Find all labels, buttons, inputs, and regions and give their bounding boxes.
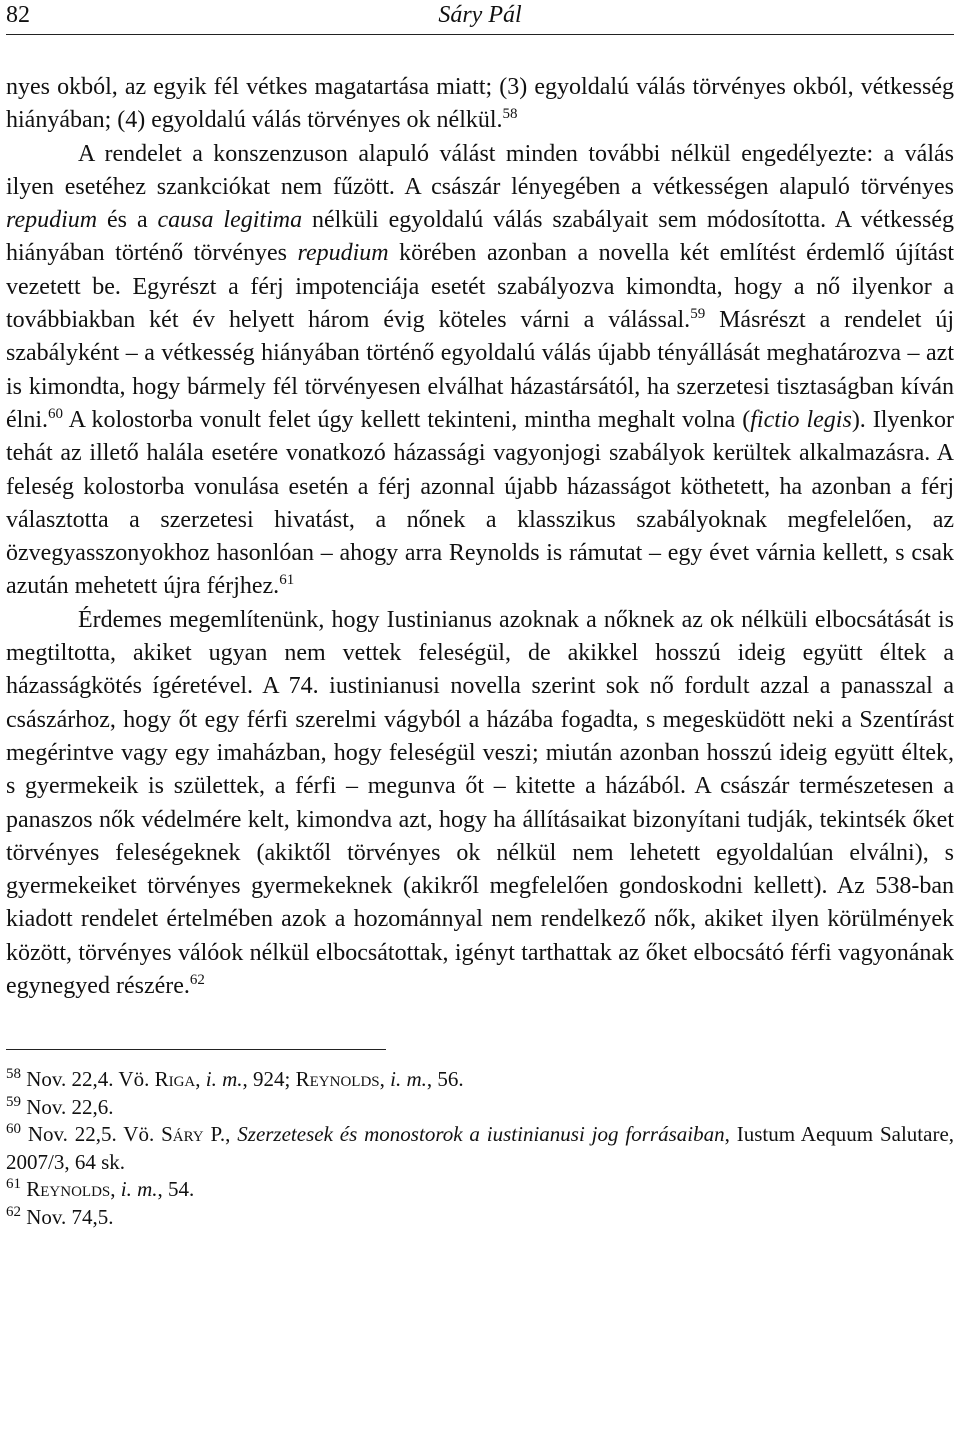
paragraph-3	[6, 604, 954, 1004]
author-name: Reynolds	[26, 1177, 111, 1202]
paragraph-2	[6, 138, 954, 604]
footnote-62	[6, 1204, 954, 1232]
page-number: 82	[6, 2, 30, 28]
footnote-number: 62	[6, 1203, 21, 1220]
main-text	[6, 71, 954, 1003]
text-run: nyes okból, az egyik fél vétkes magatartása miatt; (3) egyoldalú válás törvényes okból, vétkesség hiányában; (4) egyoldalú válás törvényes ok nélkül.	[6, 74, 954, 134]
italic-term: fictio legis	[750, 406, 852, 433]
author-name: Reynolds	[295, 1067, 380, 1092]
footnote-separator	[6, 1049, 386, 1050]
text-run: A kolostorba vonult felet úgy kellett tekinteni, mintha meghalt volna (	[63, 406, 751, 433]
text-run: Érdemes megemlítenünk, hogy Iustinianus azoknak a nőknek az ok nélküli elbocsátását is megtiltotta, akiket ugyan nem vettek feleségül, de akikkel hosszú ideig együtt éltek a házasságkötés ígéretével. A 74. iustinianusi novella szerint sok nő fordult azzal a panasszal a császárhoz, hogy őt egy férfi szerelmi vágyból a házába fogadta, s megesküdött neki a Szentírást megérintve vagy egy imaházban, hogy feleségül veszi; miután azonban hosszú ideig együtt éltek, s gyermekeik is születtek, a férfi – megunva őt – kitette a házából. A császár természetesen a panaszos nők védelmére kelt, kimondva azt, hogy ha állításaikat bizonyítani tudják, tekintsék őket törvényes feleségeknek (akiktől törvényes ok nélkül nem lehetett egyoldalúan elválni), s gyermekeiket törvényes gyermekeknek (akikről megfelelően gondoskodni kellett). Az 538-ban kiadott rendelet értelmében azok a hozománnyal nem rendelkező nők, akiket ilyen körülmények között, törvényes válóok nélkül elbocsátottak, igényt tarthattak az őket elbocsátó férfi vagyonának egynegyed részére.	[6, 606, 954, 1000]
footnote-text: ,	[195, 1067, 206, 1092]
footnote-text: Nov. 74,5.	[21, 1204, 114, 1229]
text-run: körében azonban a novella két említést érdemlő újítást vezetett be. Egyrészt a férj impotenciája esetét szabályozva kimondta, hogy a nő ilyenkor a továbbiakban két év helyett három évig köteles várni a válással.	[6, 240, 954, 334]
paragraph-1	[6, 71, 954, 138]
text-run: és a	[97, 207, 158, 234]
footnote-ref-58[interactable]: 58	[502, 106, 518, 123]
footnote-text: , 54.	[157, 1177, 195, 1202]
footnote-text: Nov. 22,5. Vö.	[21, 1122, 162, 1147]
footnote-ref-60[interactable]: 60	[48, 405, 63, 422]
footnote-text: Nov. 22,4. Vö.	[21, 1067, 155, 1092]
footnote-60	[6, 1121, 954, 1176]
footnote-number: 58	[6, 1066, 21, 1083]
footnote-text: , Iustum Aequum Salutare, 2007/3, 64 sk.	[6, 1122, 955, 1174]
footnote-text: , 56.	[426, 1067, 464, 1092]
italic-term: repudium	[297, 240, 389, 267]
footnote-number: 61	[6, 1176, 21, 1193]
footnote-58	[6, 1066, 954, 1094]
footnote-61	[6, 1176, 954, 1204]
footnote-text: ,	[379, 1067, 391, 1092]
footnote-italic: i. m.	[205, 1067, 243, 1092]
italic-term: causa legitima	[157, 207, 303, 234]
running-head	[6, 0, 954, 35]
footnote-text: ,	[225, 1122, 238, 1147]
author-name: Riga	[154, 1067, 196, 1092]
footnote-number: 59	[6, 1093, 21, 1110]
footnote-italic: i. m.	[120, 1177, 158, 1202]
footnote-ref-59[interactable]: 59	[690, 306, 706, 323]
text-run: A rendelet a konszenzuson alapuló válást minden további nélkül engedélyezte: a válás ilyen esetéhez szankciókat nem fűzött. A császár lényegében a vétkességen alapuló törvényes	[6, 140, 954, 200]
running-head-author: Sáry Pál	[438, 2, 522, 28]
footnote-text: Nov. 22,6.	[21, 1094, 114, 1119]
footnote-italic: i. m.	[390, 1067, 427, 1092]
footnote-ref-62[interactable]: 62	[189, 972, 205, 989]
footnote-text: , 924;	[242, 1067, 296, 1092]
text-run: Másrészt a rendelet új szabályként – a vétkesség hiányában történő egyoldalú válás újabb tényállását meghatározva – azt is kimondta, hogy bármely fél törvényesen elválhat házastársától, ha szerzetesi tisztaságban kíván élni.	[6, 307, 955, 433]
text-run: nélküli egyoldalú válás szabályait sem módosította. A vétkesség hiányában történő törvényes	[6, 207, 954, 267]
author-name: Sáry P.	[161, 1122, 226, 1147]
footnote-number: 60	[6, 1121, 21, 1138]
text-run: ). Ilyenkor tehát az illető halála esetére vonatkozó házassági vagyonjogi szabályok kerültek alkalmazásra. A feleség kolostorba vonulása esetén a férj azonnal újabb házasságot köthetett, ha azonban a férj választotta a szerzetesi hivatást, a nőnek a klasszikus szabályoknak megfelelően, az özvegyasszonyokhoz hasonlóan – ahogy arra Reynolds is rámutat – egy évet várnia kellett, s csak azután mehetett újra férjhez.	[6, 406, 955, 600]
footnote-text: ,	[110, 1177, 121, 1202]
footnotes	[6, 1066, 954, 1231]
footnote-ref-61[interactable]: 61	[279, 572, 295, 589]
footnote-59	[6, 1094, 954, 1122]
italic-term: repudium	[6, 207, 98, 234]
footnote-italic: Szerzetesek és monostorok a iustinianusi jog forrásaiban	[237, 1122, 725, 1147]
